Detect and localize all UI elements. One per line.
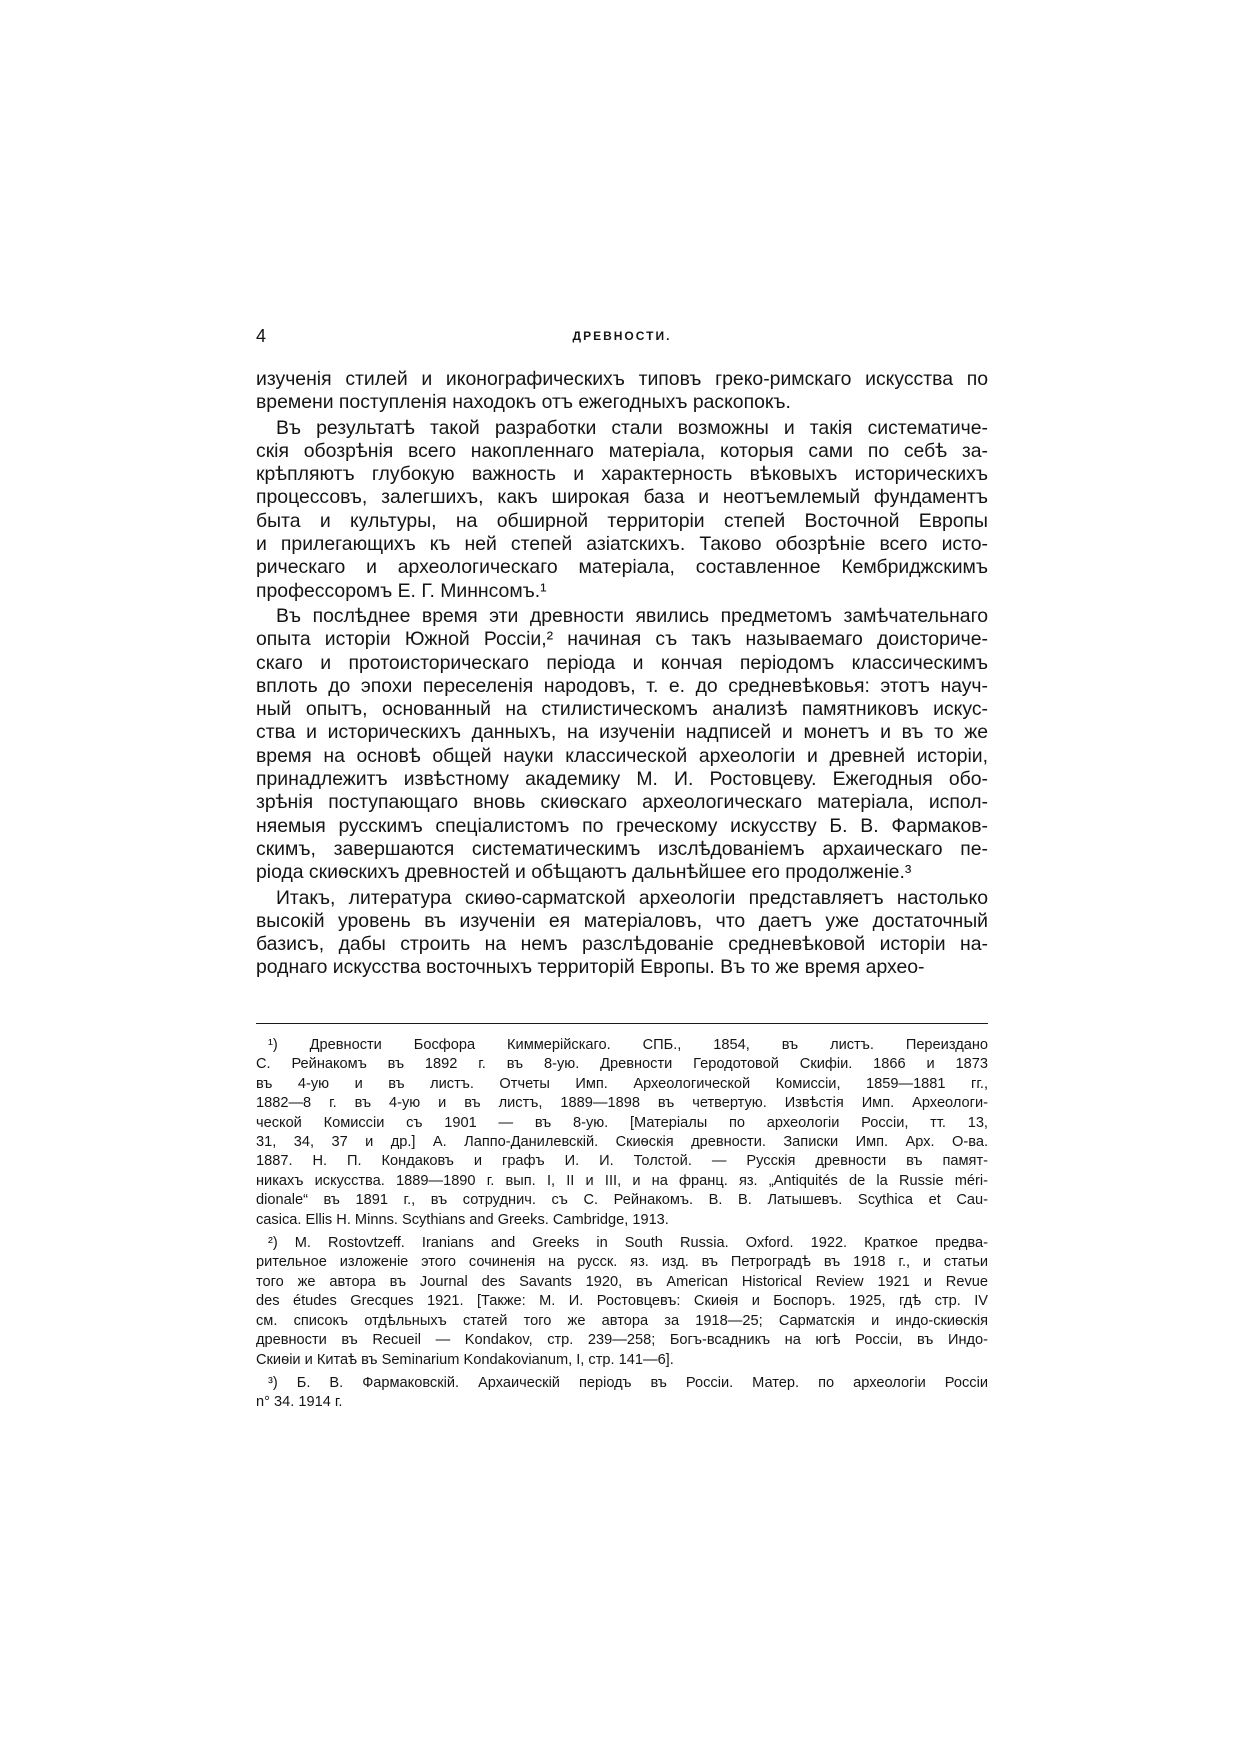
text-line: процессовъ, залегшихъ, какъ широкая база и неотъемлемый фундаментъ xyxy=(256,486,988,509)
text-line: быта и культуры, на обширной территоріи степей Восточной Европы xyxy=(256,509,988,532)
footnote-line: въ 4-ую и въ листъ. Отчеты Имп. Археологической Комиссіи, 1859—1881 гг., xyxy=(256,1075,988,1092)
text-line: ный опытъ, основанный на стилистическомъ анализѣ памятниковъ искус- xyxy=(256,698,988,721)
text-line: роднаго искусства восточныхъ территорій Европы. Въ то же время архео- xyxy=(256,956,925,979)
running-title: ДРЕВНОСТИ. xyxy=(572,329,672,343)
footnote-divider xyxy=(256,1023,988,1024)
footnote-line: рительное изложеніе этого сочиненія на русск. яз. изд. въ Петроградѣ въ 1918 г., и статьи xyxy=(256,1254,988,1271)
footnote-line: ²) M. Rostovtzeff. Iranians and Greeks in South Russia. Oxford. 1922. Краткое предва- xyxy=(268,1235,988,1252)
footnote-line: см. списокъ отдѣльныхъ статей того же автора за 1918—25; Сарматскія и индо-скиѳскія xyxy=(256,1312,988,1329)
text-line: и прилегающихъ къ ней степей азіатскихъ. Таково обозрѣніе всего исто- xyxy=(256,533,988,556)
footnote xyxy=(256,1234,988,1370)
text-line: опыта исторіи Южной Россіи,² начиная съ такъ называемаго доисториче- xyxy=(256,628,988,651)
paragraph xyxy=(256,887,988,980)
text-line: вплоть до эпохи переселенія народовъ, т. е. до средневѣковья: этотъ науч- xyxy=(256,674,988,697)
footnote-line: С. Рейнакомъ въ 1892 г. въ 8-ую. Древности Геродотовой Скифіи. 1866 и 1873 xyxy=(256,1056,988,1073)
footnote-line: casica. Ellis H. Minns. Scythians and Greeks. Cambridge, 1913. xyxy=(256,1211,669,1228)
body-text xyxy=(256,368,988,980)
text-line: скія обозрѣнія всего накопленнаго матеріала, которыя сами по себѣ за- xyxy=(256,439,988,462)
footnote-line: dionale“ въ 1891 г., въ сотруднич. съ С. Рейнакомъ. В. В. Латышевъ. Scythica et Cau- xyxy=(256,1192,988,1209)
text-line: Итакъ, литература скиѳо-сарматской археологіи представляетъ настолько xyxy=(276,886,988,909)
footnote-line: n° 34. 1914 г. xyxy=(256,1394,343,1411)
text-line: Въ послѣднее время эти древности явились предметомъ замѣчательнаго xyxy=(276,604,988,627)
footnote xyxy=(256,1374,988,1413)
footnote-line: ¹) Древности Босфора Киммерійскаго. СПБ., 1854, въ листъ. Переиздано xyxy=(268,1037,988,1053)
text-line: рическаго и археологическаго матеріала, составленное Кембриджскимъ xyxy=(256,556,988,579)
paragraph xyxy=(256,417,988,603)
paragraph xyxy=(256,368,988,415)
text-line: изученія стилей и иконографическихъ типовъ греко-римскаго искусства по xyxy=(256,368,988,390)
text-line: профессоромъ Е. Г. Миннсомъ.¹ xyxy=(256,579,547,602)
footnote-line: никахъ искусства. 1889—1890 г. вып. I, II и III, и на франц. яз. „Antiquités de la Russie méri- xyxy=(256,1172,988,1189)
footnote-line: древности въ Recueil — Kondakov, стр. 239—258; Богъ-всадникъ на югѣ Россіи, въ Индо- xyxy=(256,1332,988,1349)
text-line: базисъ, дабы строить на немъ разслѣдованіе средневѣковой исторіи на- xyxy=(256,933,988,956)
text-line: Въ результатѣ такой разработки стали возможны и такія систематиче- xyxy=(276,416,988,439)
footnote-line: des études Grecques 1921. [Также: М. И. Ростовцевъ: Скиѳія и Боспоръ. 1925, гдѣ стр. IV xyxy=(256,1293,988,1310)
footnote-line: 1882—8 г. въ 4-ую и въ листъ, 1889—1898 въ четвертую. Извѣстія Имп. Археологи- xyxy=(256,1095,988,1112)
paragraph xyxy=(256,605,988,885)
text-line: няемыя русскимъ спеціалистомъ по греческому искусству Б. В. Фармаков- xyxy=(256,814,988,837)
page-number: 4 xyxy=(256,326,267,346)
footnote-line: Скиѳіи и Китаѣ въ Seminarium Kondakovianum, I, стр. 141—6]. xyxy=(256,1351,674,1368)
text-line: скаго и протоисторическаго періода и кончая періодомъ классическимъ xyxy=(256,651,988,674)
text-line: скимъ, завершаются систематическимъ изслѣдованіемъ архаическаго пе- xyxy=(256,837,988,860)
footnote-line: ³) Б. В. Фармаковскій. Архаическій періодъ въ Россіи. Матер. по археологіи Россіи xyxy=(268,1374,988,1391)
footnote-line: 31, 34, 37 и др.] А. Лаппо-Данилевскій. Скиѳскія древности. Записки Имп. Арх. О-ва. xyxy=(256,1134,988,1151)
text-line: ріода скиѳскихъ древностей и обѣщаютъ дальнѣйшее его продолженіе.³ xyxy=(256,861,912,884)
footnote-line: ческой Комиссіи съ 1901 — въ 8-ую. [Матеріалы по археологіи Россіи, тт. 13, xyxy=(256,1114,988,1131)
footnote-line: 1887. Н. П. Кондаковъ и графъ И. И. Толстой. — Русскія древности въ памят- xyxy=(256,1153,988,1170)
text-line: высокій уровень въ изученіи ея матеріаловъ, что даетъ уже достаточный xyxy=(256,909,988,932)
text-line: ства и историческихъ данныхъ, на изученіи надписей и монетъ и въ то же xyxy=(256,721,988,744)
text-line: крѣпляютъ глубокую важность и характерность вѣковыхъ историческихъ xyxy=(256,463,988,486)
text-line: зрѣнія поступающаго вновь скиѳскаго археологическаго матеріала, испол- xyxy=(256,791,988,814)
footnote-line: того же автора въ Journal des Savants 1920, въ American Historical Review 1921 и Revue xyxy=(256,1273,988,1290)
text-line: принадлежитъ извѣстному академику М. И. Ростовцеву. Ежегодныя обо- xyxy=(256,768,988,791)
text-line: время на основѣ общей науки классической археологіи и древней исторіи, xyxy=(256,744,988,767)
text-line: времени поступленія находокъ отъ ежегодныхъ раскопокъ. xyxy=(256,391,791,414)
running-head xyxy=(256,326,988,348)
footnotes xyxy=(256,1036,988,1413)
footnote xyxy=(256,1036,988,1230)
